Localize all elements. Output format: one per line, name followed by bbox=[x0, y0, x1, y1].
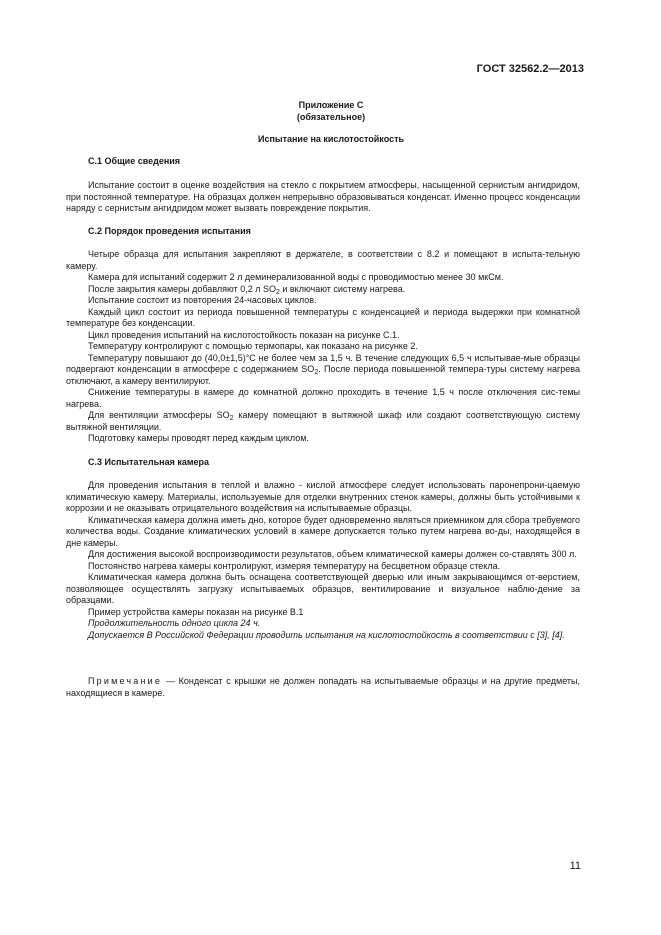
paragraph: Четыре образца для испытания закрепляют в держателе, в соответствии с 8.2 и помещают в испыта-тельную камеру. bbox=[66, 249, 580, 271]
paragraph: Пример устройства камеры показан на рисунке В.1 bbox=[88, 606, 304, 617]
subscript: 2 bbox=[314, 369, 319, 376]
text-span: камеру помещают в вытяжной шкаф или создают соответствующую систему вытяжной вентиляции. bbox=[66, 410, 581, 432]
appendix-title: Приложение С bbox=[298, 100, 364, 110]
paragraph: Каждый цикл состоит из периода повышенной температуры с конденсацией и периода выдержки при комнатной температуре без конденсации. bbox=[66, 306, 580, 328]
paragraph: Подготовку камеры проводят перед каждым циклом. bbox=[88, 433, 309, 443]
paragraph: Снижение температуры в камере до комнатной должно проходить в течение 1,5 ч после отключения сис-темы нагрева. bbox=[66, 387, 580, 409]
text-span: Температуру повышают до (40,0±1,5)°С не более чем за 1,5 ч. В течение следующих 6,5 ч испытывае-мые образцы подвергают конденсации в атмосфере с содержанием SO bbox=[66, 352, 580, 374]
note bbox=[66, 676, 580, 699]
paragraph: Климатическая камера должна иметь дно, которое будет одновременно являться приемником для сбора требуемого количества воды. Создание климатических условий в камере допускается только путем нагрева во-ды, находящейся в дне камеры. bbox=[66, 514, 580, 548]
paragraph: Для проведения испытания в теплой и влажно - кислой атмосфере следует использовать паронепрони-цаемую климатическую камеру. Материалы, используемые для отделки внутренних стенок камеры, должны быть устойчивыми к коррозии и не оказывать отрицательного воздействия на испытываемые образцы. bbox=[66, 480, 580, 513]
page-number: 11 bbox=[569, 860, 581, 872]
section-c2-body bbox=[66, 249, 580, 445]
paragraph bbox=[66, 410, 580, 433]
standard-header: ГОСТ 32562.2—2013 bbox=[476, 63, 584, 75]
appendix-heading: Испытание на кислотостойкость bbox=[257, 134, 405, 144]
text-span: . После периода повышенной темпера-туры систему нагрева отключают, а камеру вентилируют. bbox=[66, 364, 580, 386]
section-c1-title: С.1 Общие сведения bbox=[88, 156, 181, 166]
paragraph bbox=[66, 353, 580, 388]
paragraph: Допускается В Российской Федерации проводить испытания на кислотостойкость в соответствии с [3], [4]. bbox=[88, 629, 565, 640]
note-paragraph bbox=[66, 676, 580, 699]
text-span: Для вентиляции атмосферы SO bbox=[88, 410, 230, 420]
section-c2-title: С.2 Порядок проведения испытания bbox=[88, 226, 251, 236]
paragraph: Постоянство нагрева камеры контролируют, измеряя температуру на бесцветном образце стекла. bbox=[88, 560, 501, 571]
text-span: и включают систему нагрева. bbox=[279, 283, 406, 294]
note-label: Примечание bbox=[88, 676, 163, 686]
section-c3-title: С.3 Испытательная камера bbox=[88, 457, 210, 467]
subscript: 2 bbox=[275, 288, 280, 296]
paragraph bbox=[66, 284, 580, 296]
paragraph: Для достижения высокой воспроизводимости результатов, объем климатической камеры должен со-ставлять 300 л. bbox=[88, 549, 577, 559]
paragraph: Климатическая камера должна быть оснащена соответствующей дверью или иным закрывающимся от-верстием, позволяющее осуществлять загрузку испытываемых образцов, вентилирование и визуальное наблю-дение за образцами. bbox=[66, 572, 580, 605]
paragraph: Продолжительность одного цикла 24 ч. bbox=[88, 618, 261, 628]
text-span: После закрытия камеры добавляют 0,2 л SO bbox=[88, 283, 276, 294]
paragraph: Камера для испытаний содержит 2 л деминерализованной воды с проводимостью менее 30 мкСм. bbox=[88, 272, 504, 282]
note-text: — Конденсат с крышки не должен попадать на испытываемые образцы и на другие предметы, находящиеся в камере. bbox=[66, 676, 580, 698]
section-c3-body bbox=[66, 480, 580, 641]
section-c1-body bbox=[66, 180, 580, 215]
paragraph: Испытание состоит в оценке воздействия на стекло с покрытием атмосферы, насыщенной сернистым ангидридом, при постоянной температуре. На образцах должен непрерывно образовываться конденсат. Именно процесс конденсации наряду с сернистым ангидридом может вызвать повреждение покрытия. bbox=[66, 180, 580, 213]
paragraph: Испытание состоит из повторения 24-часовых циклов. bbox=[88, 295, 317, 305]
paragraph: Цикл проведения испытаний на кислотостойкость показан на рисунке С.1. bbox=[88, 329, 400, 340]
paragraph: Температуру контролируют с помощью термопары, как показано на рисунке 2. bbox=[88, 341, 418, 351]
appendix-status: (обязательное) bbox=[296, 112, 366, 122]
subscript: 2 bbox=[229, 415, 234, 422]
